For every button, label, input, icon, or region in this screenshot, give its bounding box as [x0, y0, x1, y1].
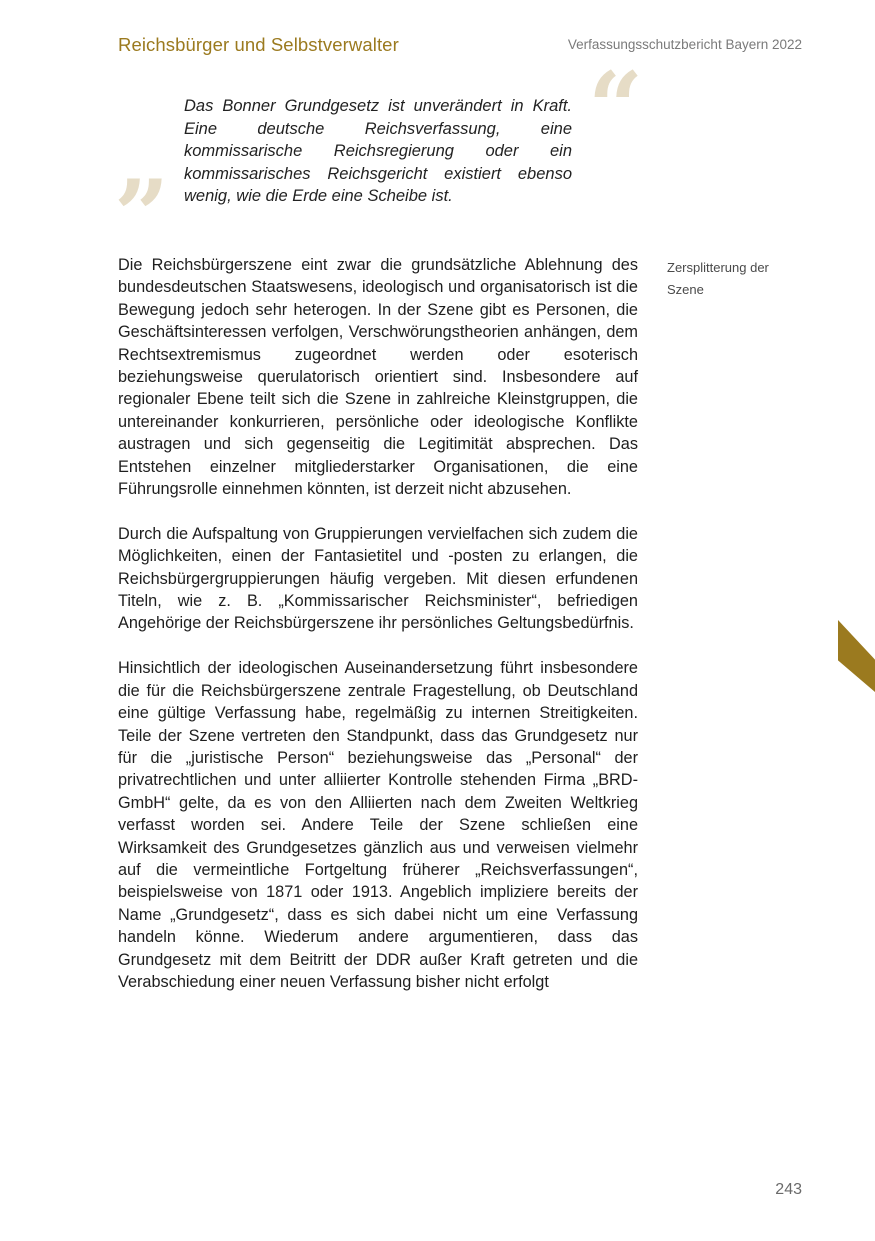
page-number: 243	[775, 1181, 802, 1198]
paragraph-3: Hinsichtlich der ideologischen Auseinandersetzung führt insbesondere die für die Reichsbürgerszene zentrale Fragestellung, ob Deutschland eine gültige Verfassung habe, regelmäßig zu internen Streitigkeiten. Teile der Szene vertreten den Standpunkt, dass das Grundgesetz nur für die „juristische Person“ beziehungsweise das „Personal“ der privatrechtlichen und unter alliierter Kontrolle stehenden Firma „BRD-GmbH“ gelte, da es von den Alliierten nach dem Zweiten Weltkrieg verfasst worden sei. Andere Teile der Szene schließen eine Wirksamkeit des Grundgesetzes gänzlich aus und verweisen vielmehr auf die vermeintliche Fortgeltung früherer „Reichsverfassungen“, beispielsweise von 1871 oder 1913. Angeblich impliziere bereits der Name „Grundgesetz“, dass es sich dabei nicht um eine Verfassung handeln könne. Wiederum andere argumentieren, dass das Grundgesetz mit dem Beitritt der DDR außer Kraft getreten und die Verabschiedung einer neuen Verfassung bisher nicht erfolgt	[118, 659, 638, 991]
body-text	[118, 254, 638, 1016]
pull-quote: Das Bonner Grundgesetz ist unverändert in Kraft. Eine deutsche Reichsverfassung, eine kommissarische Reichsregierung oder ein kommissarisches Reichsgericht existiert ebenso wenig, wie die Erde eine Scheibe ist.	[184, 97, 572, 205]
opening-quote-mark: “	[588, 51, 644, 164]
section-title: Reichsbürger und Selbstverwalter	[118, 34, 399, 55]
report-title: Verfassungsschutzbericht Bayern 2022	[567, 37, 802, 52]
closing-quote-mark: ”	[114, 159, 170, 272]
paragraph-1: Die Reichsbürgerszene eint zwar die grundsätzliche Ablehnung des bundesdeutschen Staatswesens, ideologisch und organisatorisch ist die Bewegung jedoch sehr heterogen. In der Szene gibt es Personen, die Geschäftsinteressen verfolgen, Verschwörungstheorien anhängen, dem Rechtsextremismus zugeordnet werden oder esoterisch beziehungsweise querulatorisch orientiert sind. Insbesondere auf regionaler Ebene teilt sich die Szene in zahlreiche Kleinstgruppen, die untereinander konkurrieren, persönliche oder ideologische Konflikte austragen und sich gegenseitig die Legitimität absprechen. Das Entstehen einzelner mitgliederstarker Organisationen, die eine Führungsrolle einnehmen könnten, ist derzeit nicht abzusehen.	[118, 256, 638, 499]
margin-note: Zersplitterung der Szene	[667, 260, 769, 297]
chapter-tab	[838, 620, 875, 692]
paragraph-2: Durch die Aufspaltung von Gruppierungen vervielfachen sich zudem die Möglichkeiten, einen der Fantasietitel und -posten zu erlangen, die Reichsbürgergruppierungen häufig vergeben. Mit diesen erfundenen Titeln, wie z. B. „Kommissarischer Reichsminister“, befriedigen Angehörige der Reichsbürgerszene ihr persönliches Geltungsbedürfnis.	[118, 524, 638, 633]
